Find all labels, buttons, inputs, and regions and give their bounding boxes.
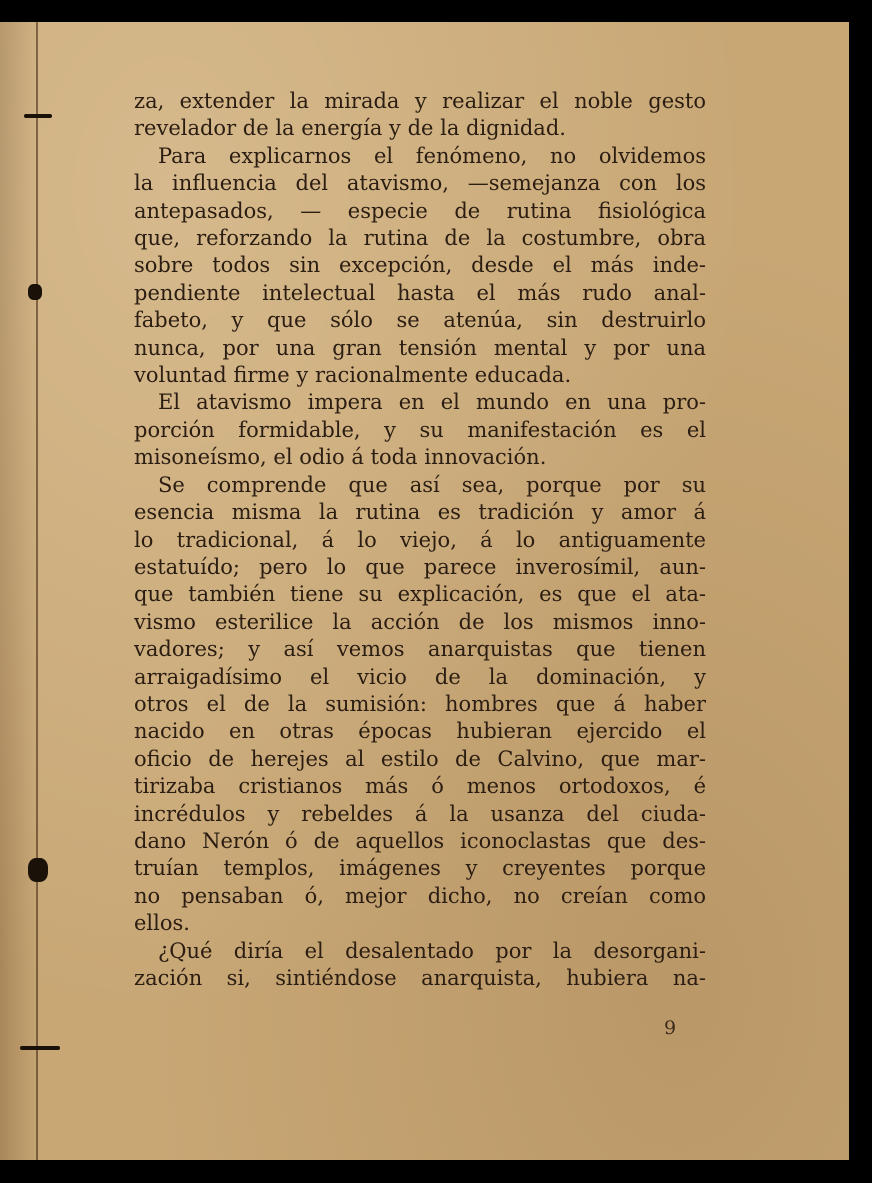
text-line: vadores; y así vemos anarquistas que tienen	[134, 637, 706, 662]
text-line: dano Nerón ó de aquellos iconoclastas que des-	[134, 828, 706, 853]
binding-blot	[28, 284, 42, 300]
binding-mark	[20, 1046, 60, 1050]
text-line: porción formidable, y su manifestación es el	[134, 417, 706, 442]
text-line: oficio de herejes al estilo de Calvino, que mar-	[134, 746, 706, 771]
binding-blot	[28, 858, 48, 882]
binding-mark	[24, 114, 52, 118]
text-line: El atavismo impera en el mundo en una pro-	[158, 390, 706, 415]
text-line: misoneísmo, el odio á toda innovación.	[134, 445, 547, 470]
page-number: 9	[664, 1017, 677, 1039]
body-text	[134, 88, 706, 992]
text-line: que, reforzando la rutina de la costumbre, obra	[134, 226, 706, 251]
text-line: Para explicarnos el fenómeno, no olvidemos	[158, 143, 706, 168]
text-line: lo tradicional, á lo viejo, á lo antiguamente	[134, 527, 706, 552]
text-line: estatuído; pero lo que parece inverosímil, aun-	[134, 554, 706, 579]
text-line: zación si, sintiéndose anarquista, hubiera na-	[134, 966, 706, 990]
text-line: sobre todos sin excepción, desde el más inde-	[134, 253, 706, 278]
text-line: nunca, por una gran tensión mental y por una	[134, 335, 706, 360]
text-line: nacido en otras épocas hubieran ejercido el	[134, 719, 706, 744]
text-line: fabeto, y que sólo se atenúa, sin destruirlo	[134, 308, 706, 333]
text-line: la influencia del atavismo, —semejanza con los	[134, 171, 706, 196]
text-line: vismo esterilice la acción de los mismos inno-	[134, 609, 706, 634]
text-line: tirizaba cristianos más ó menos ortodoxos, é	[134, 774, 706, 799]
text-line: antepasados, — especie de rutina fisiológica	[134, 198, 706, 223]
text-line: ellos.	[134, 911, 190, 936]
text-line: incrédulos y rebeldes á la usanza del ciuda-	[134, 801, 706, 826]
text-line: voluntad firme y racionalmente educada.	[134, 363, 572, 388]
text-line: ¿Qué diría el desalentado por la desorgani-	[158, 938, 706, 963]
spine-line	[36, 22, 38, 1160]
text-line: que también tiene su explicación, es que el ata-	[134, 582, 706, 607]
text-line: no pensaban ó, mejor dicho, no creían como	[134, 883, 706, 908]
text-line: arraigadísimo el vicio de la dominación, y	[134, 664, 706, 689]
text-line: truían templos, imágenes y creyentes porque	[134, 856, 706, 881]
text-line: otros el de la sumisión: hombres que á haber	[134, 691, 706, 716]
book-page	[0, 22, 849, 1160]
text-line: pendiente intelectual hasta el más rudo anal-	[134, 280, 706, 305]
text-line: revelador de la energía y de la dignidad.	[134, 116, 566, 141]
text-line: za, extender la mirada y realizar el noble gesto	[134, 89, 706, 113]
text-line: Se comprende que así sea, porque por su	[158, 472, 706, 497]
text-line: esencia misma la rutina es tradición y amor á	[134, 500, 706, 525]
